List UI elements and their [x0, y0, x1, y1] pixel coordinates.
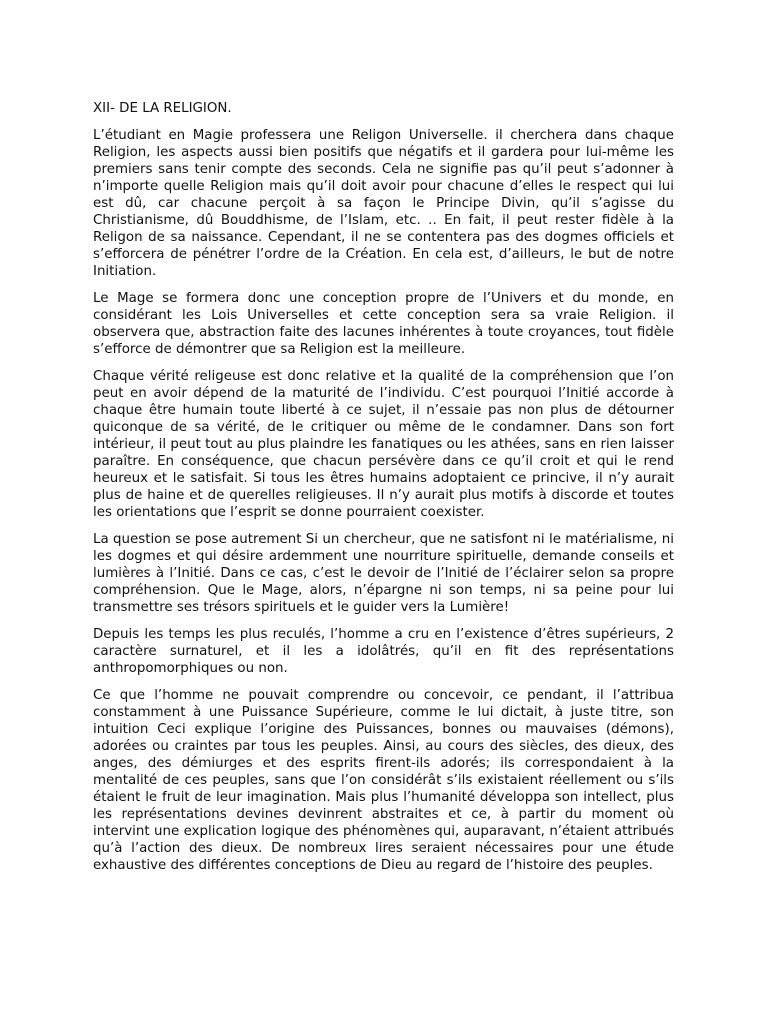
section-heading: XII- DE LA RELIGION. — [93, 101, 232, 116]
paragraph-3: Chaque vérité religeuse est donc relative et la qualité de la compréhension que l’on peut en avoir dépend de la maturité de l’individu. C’est pourquoi l’Initié accorde à chaque être humain toute liberté à ce sujet, il n’essaie pas non plus de détourner quiconque de sa vérité, de le critiquer ou même de le condamner. Dans son fort intérieur, il peut tout au plus plaindre les fanatiques ou les athées, sans en rien laisser paraître. En conséquence, que chacun persévère dans ce qu’il croit et qui le rend heureux et le satisfait. Si tous les êtres humains adoptaient ce princive, il n’y aurait plus de haine et de querelles religieuses. Il n’y aurait plus motifs à discorde et toutes les orientations que l’esprit se donne pourraient coexister. — [93, 369, 674, 520]
paragraph-2: Le Mage se formera donc une conception propre de l’Univers et du monde, en considérant les Lois Universelles et cette conception sera sa vraie Religion. il observera que, abstraction faite des lacunes inhérentes à toute croyances, tout fidèle s’efforce de démontrer que sa Religion est la meilleure. — [93, 291, 674, 357]
paragraph-4: La question se pose autrement Si un chercheur, que ne satisfont ni le matérialisme, ni les dogmes et qui désire ardemment une nourriture spirituelle, demande conseils et lumières à l’Initié. Dans ce cas, c’est le devoir de l’Initié de l’éclairer selon sa propre compréhension. Que le Mage, alors, n’épargne ni son temps, ni sa peine pour lui transmettre ses trésors spirituels et le guider vers la Lumière! — [93, 532, 674, 615]
paragraph-1: L’étudiant en Magie professera une Religon Universelle. il cherchera dans chaque Religion, les aspects aussi bien positifs que négatifs et il gardera pour lui-même les premiers sans tenir compte des seconds. Cela ne signifie pas qu’il peut s’adonner à n’importe quelle Religion mais qu’il doit avoir pour chacune d’elles le respect qui lui est dû, car chacune perçoit à sa façon le Principe Divin, qu’il s’agisse du Christianisme, dû Bouddhisme, de l’Islam, etc. .. En fait, il peut rester fidèle à la Religon de sa naissance. Cependant, il ne se contentera pas des dogmes officiels et s’efforcera de pénétrer l’ordre de la Création. En cela est, d’ailleurs, le but de notre Initiation. — [93, 128, 674, 279]
paragraph-5: Depuis les temps les plus reculés, l’homme a cru en l’existence d’êtres supérieurs, 2 caractère surnaturel, et il les a idolâtrés, qu’il en fit des représentations anthropomorphiques ou non. — [93, 627, 674, 676]
document-page — [93, 100, 674, 884]
paragraph-6: Ce que l’homme ne pouvait comprendre ou concevoir, ce pendant, il l’attribua constamment à une Puissance Supérieure, comme le lui dictait, à juste titre, son intuition Ceci explique l’origine des Puissances, bonnes ou mauvaises (démons), adorées ou craintes par tous les peuples. Ainsi, au cours des siècles, des dieux, des anges, des démiurges et des esprits firent-ils adorés; ils correspondaient à la mentalité de ces peuples, sans que l’on considérât s’ils existaient réellement ou s’ils étaient le fruit de leur imagination. Mais plus l’humanité développa son intellect, plus les représentations devines devinrent abstraites et ce, à partir du moment où intervint une explication logique des phénomènes qui, auparavant, n’étaient attribués qu’à l’action des dieux. De nombreux lires seraient nécessaires pour une étude exhaustive des différentes conceptions de Dieu au regard de l’histoire des peuples. — [93, 688, 674, 873]
